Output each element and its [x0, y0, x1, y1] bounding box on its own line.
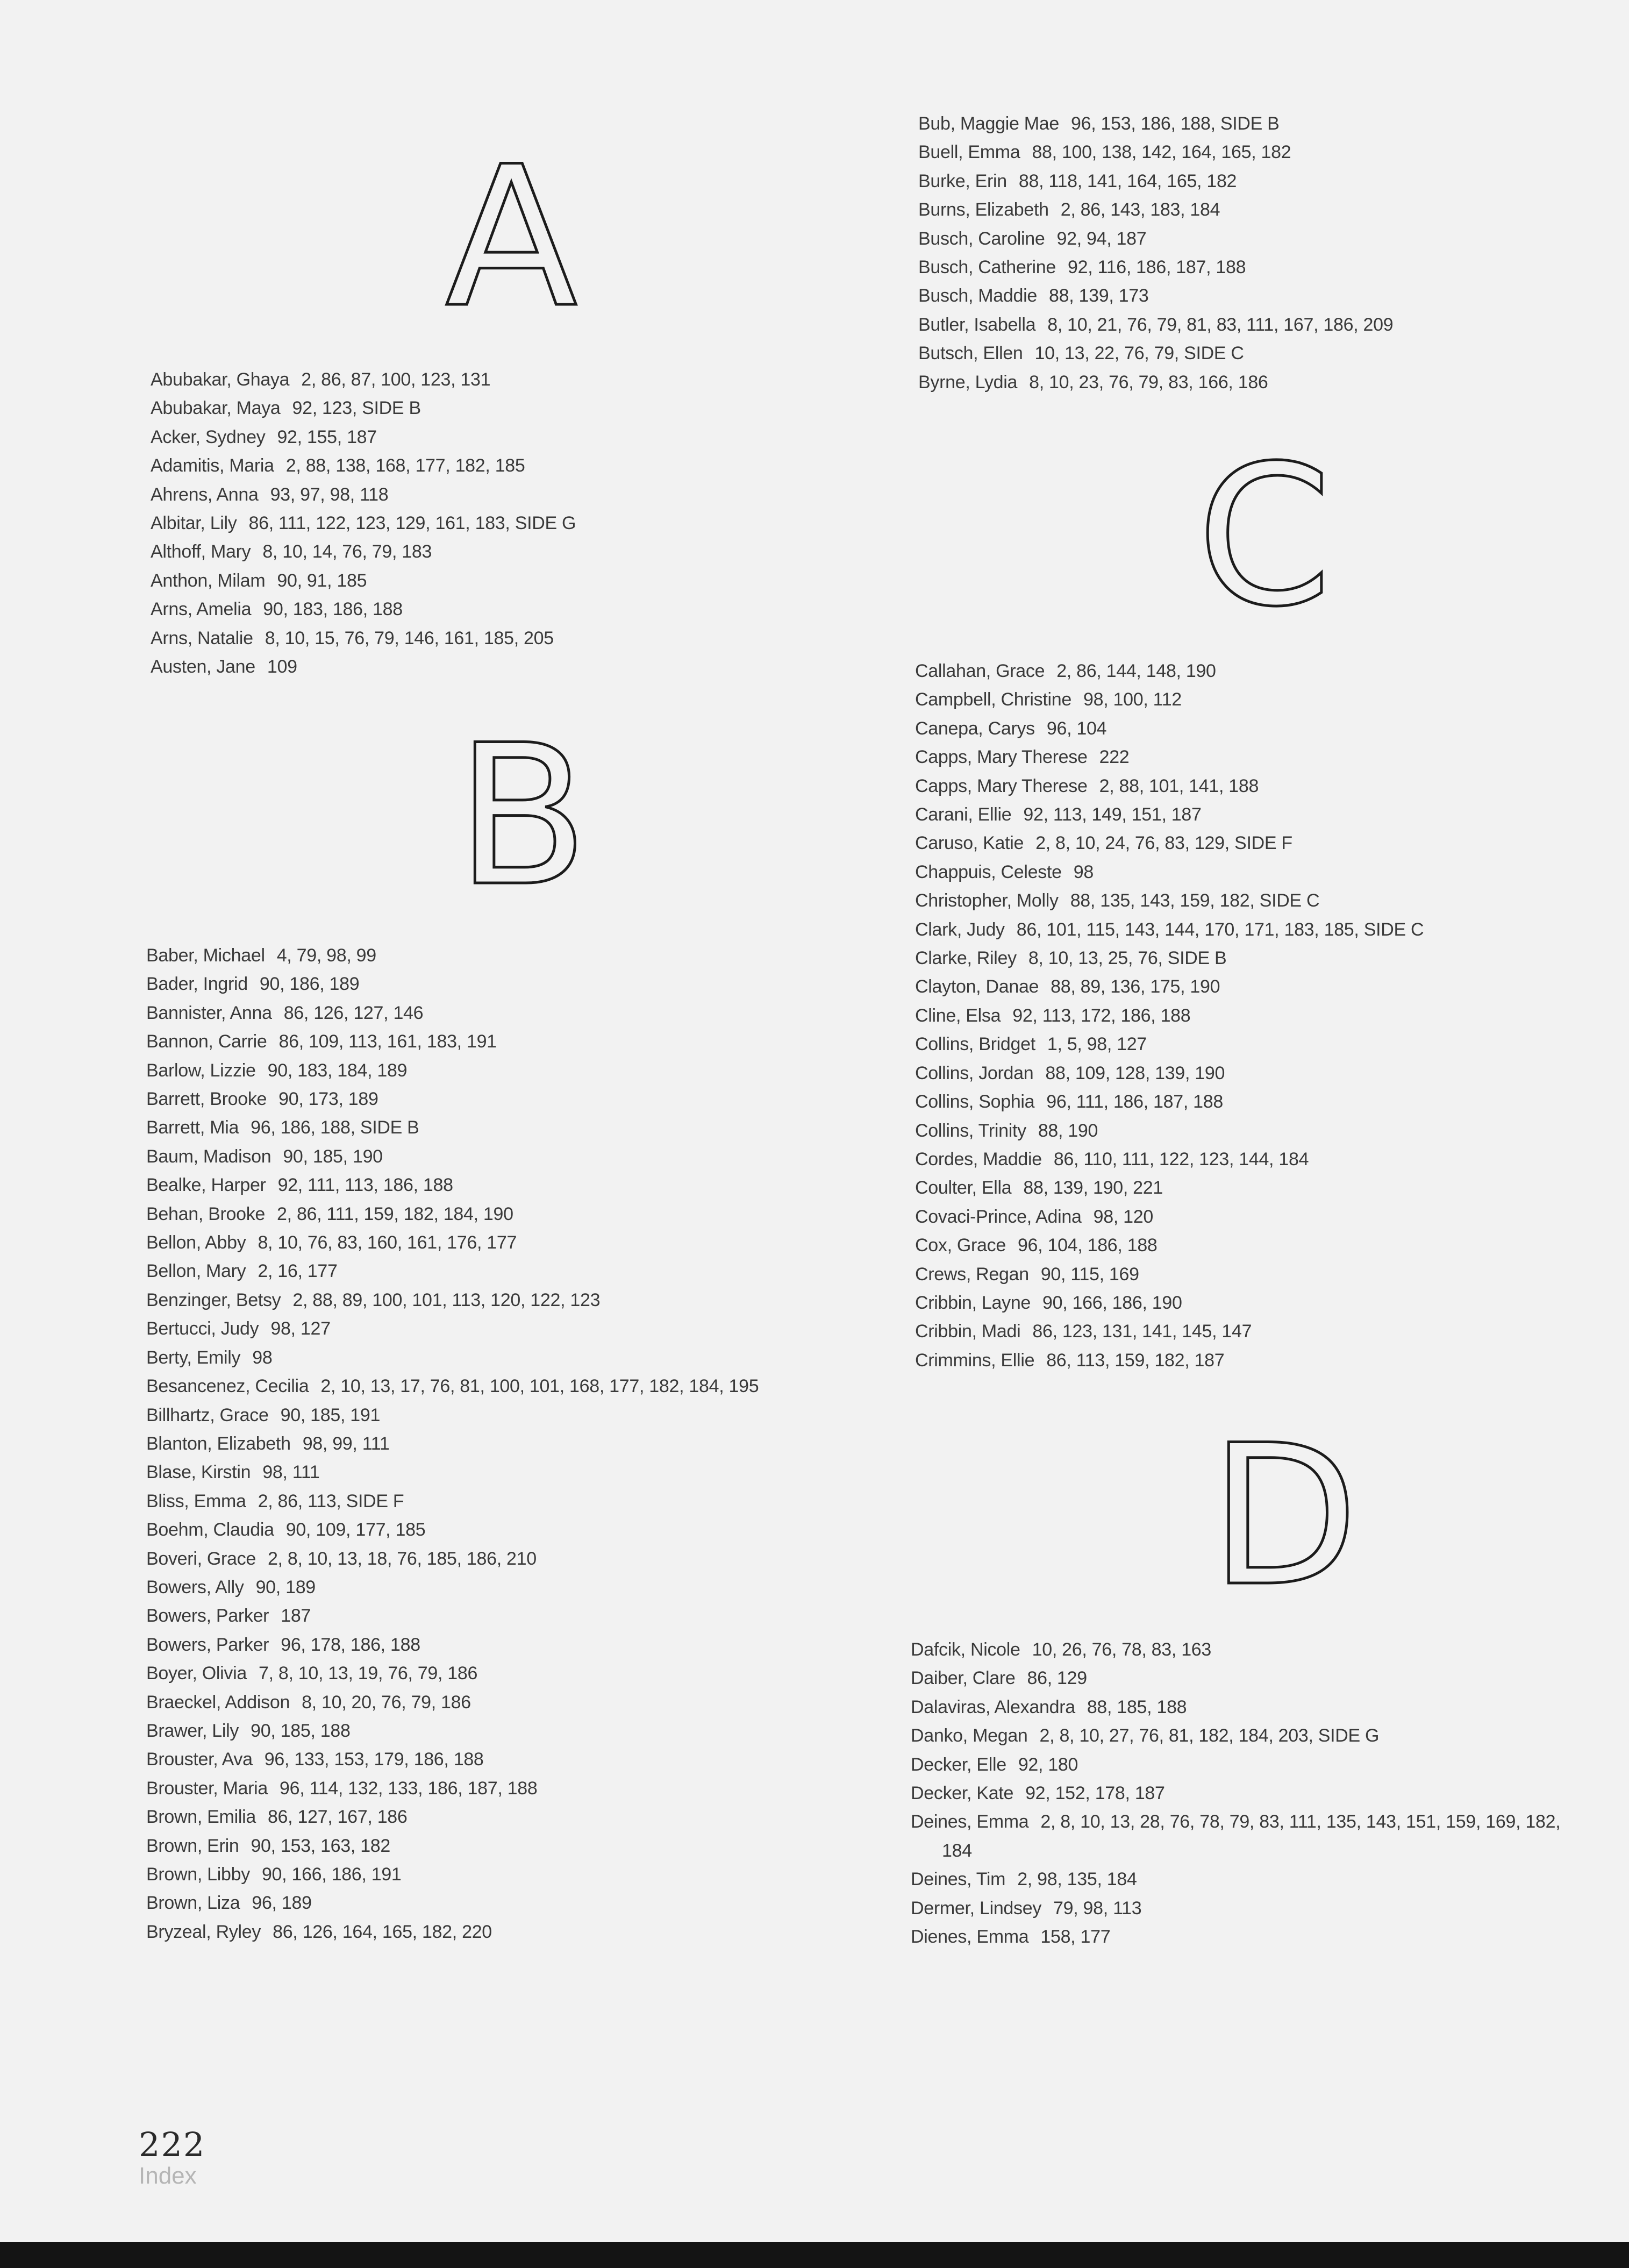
entry-name: Billhartz, Grace — [146, 1404, 269, 1425]
entry-name: Chappuis, Celeste — [915, 861, 1062, 882]
entry-name: Ahrens, Anna — [151, 484, 259, 505]
entry-pages: 90, 185, 191 — [280, 1404, 381, 1425]
entry-pages: 88, 118, 141, 164, 165, 182 — [1018, 170, 1237, 191]
entry-name: Collins, Jordan — [915, 1062, 1034, 1083]
entry-name: Dienes, Emma — [911, 1927, 1029, 1948]
entry-name: Barrett, Mia — [146, 1117, 239, 1138]
entry-name: Decker, Kate — [911, 1783, 1014, 1804]
index-entry — [911, 1636, 1560, 1664]
index-entry — [915, 801, 1424, 829]
entry-name: Braeckel, Addison — [146, 1692, 290, 1713]
entry-name: Coulter, Ella — [915, 1178, 1012, 1199]
entry-name: Deines, Emma — [911, 1811, 1029, 1832]
letter-a-glyph: A — [445, 125, 578, 350]
entry-pages: 96, 133, 153, 179, 186, 188 — [264, 1749, 484, 1770]
index-entry — [918, 138, 1393, 167]
entry-name: Butler, Isabella — [918, 314, 1036, 335]
entry-name: Brouster, Ava — [146, 1749, 253, 1770]
index-entry — [146, 1659, 759, 1688]
entry-pages: 92, 113, 172, 186, 188 — [1012, 1005, 1191, 1026]
index-list-c — [915, 657, 1424, 1375]
entry-name: Abubakar, Ghaya — [151, 369, 290, 390]
entry-name: Callahan, Grace — [915, 661, 1045, 681]
entry-pages: 187 — [281, 1606, 311, 1627]
entry-name: Christopher, Molly — [915, 890, 1059, 911]
index-entry — [915, 657, 1424, 686]
entry-name: Brown, Libby — [146, 1864, 250, 1885]
entry-pages: 2, 8, 10, 13, 28, 76, 78, 79, 83, 111, 135, 143, 151, 159, 169, 182, — [1040, 1811, 1561, 1832]
entry-pages: 158, 177 — [1040, 1927, 1111, 1948]
entry-name: Bellon, Mary — [146, 1261, 246, 1282]
entry-name: Capps, Mary Therese — [915, 747, 1088, 768]
entry-pages: 90, 153, 163, 182 — [251, 1835, 391, 1856]
entry-name: Adamitis, Maria — [151, 455, 274, 476]
entry-name: Busch, Caroline — [918, 228, 1045, 249]
entry-name: Bellon, Abby — [146, 1232, 246, 1253]
entry-pages: 8, 10, 76, 83, 160, 161, 176, 177 — [258, 1232, 517, 1253]
entry-name: Clarke, Riley — [915, 948, 1017, 969]
entry-name: Covaci-Prince, Adina — [915, 1206, 1082, 1227]
index-entry — [918, 110, 1393, 138]
entry-pages: 2, 8, 10, 24, 76, 83, 129, SIDE F — [1035, 833, 1292, 854]
entry-pages: 2, 8, 10, 13, 18, 76, 185, 186, 210 — [267, 1548, 537, 1569]
entry-name: Boehm, Claudia — [146, 1520, 274, 1540]
entry-name: Bertucci, Judy — [146, 1318, 259, 1339]
entry-pages: 90, 166, 186, 190 — [1042, 1292, 1182, 1313]
index-entry — [146, 1315, 759, 1343]
entry-name: Barrett, Brooke — [146, 1089, 267, 1110]
entry-pages: 96, 104, 186, 188 — [1017, 1235, 1158, 1256]
entry-pages: 10, 13, 22, 76, 79, SIDE C — [1034, 343, 1244, 364]
index-list-a — [151, 366, 576, 681]
entry-pages: 92, 155, 187 — [277, 426, 377, 447]
index-entry — [151, 452, 576, 480]
entry-pages: 86, 101, 115, 143, 144, 170, 171, 183, 185, SIDE C — [1016, 919, 1424, 940]
entry-name: Besancenez, Cecilia — [146, 1376, 309, 1397]
scan-bottom-edge — [0, 2242, 1629, 2268]
entry-name: Blanton, Elizabeth — [146, 1433, 291, 1454]
entry-pages: 98, 99, 111 — [302, 1433, 390, 1454]
entry-name: Cribbin, Madi — [915, 1321, 1021, 1342]
index-entry — [146, 1057, 759, 1085]
entry-name: Cox, Grace — [915, 1235, 1006, 1256]
index-entry — [918, 167, 1393, 196]
entry-name: Bader, Ingrid — [146, 974, 248, 995]
letter-d-glyph: D — [1210, 1403, 1359, 1629]
entry-name: Cribbin, Layne — [915, 1292, 1031, 1313]
entry-pages: 88, 190 — [1038, 1120, 1098, 1141]
index-entry — [146, 1171, 759, 1200]
index-entry — [915, 743, 1424, 772]
index-entry — [146, 1803, 759, 1831]
index-entry — [915, 973, 1424, 1001]
index-entry — [915, 715, 1424, 743]
entry-pages: 2, 88, 101, 141, 188 — [1099, 775, 1259, 796]
entry-pages: 10, 26, 76, 78, 83, 163 — [1032, 1639, 1212, 1660]
entry-name: Barlow, Lizzie — [146, 1060, 256, 1081]
entry-pages: 2, 16, 177 — [258, 1261, 338, 1282]
index-entry — [146, 1545, 759, 1573]
index-list-d — [911, 1636, 1560, 1951]
index-entry — [918, 253, 1393, 282]
entry-name: Crimmins, Ellie — [915, 1350, 1035, 1371]
index-entry — [146, 1229, 759, 1257]
entry-name: Decker, Elle — [911, 1754, 1006, 1775]
entry-pages: 222 — [1099, 747, 1130, 768]
entry-pages: 88, 135, 143, 159, 182, SIDE C — [1070, 890, 1320, 911]
entry-name: Burke, Erin — [918, 170, 1007, 191]
index-list-b — [146, 942, 759, 1946]
page-number: 222 — [139, 2125, 206, 2164]
index-entry — [151, 538, 576, 566]
entry-name: Daiber, Clare — [911, 1668, 1016, 1689]
entry-name: Capps, Mary Therese — [915, 775, 1088, 796]
entry-name: Deines, Tim — [911, 1869, 1006, 1890]
entry-pages: 2, 88, 89, 100, 101, 113, 120, 122, 123 — [292, 1289, 601, 1310]
entry-pages: 96, 178, 186, 188 — [281, 1634, 420, 1655]
entry-pages: 2, 88, 138, 168, 177, 182, 185 — [285, 455, 525, 476]
entry-pages: 98, 111 — [262, 1462, 320, 1483]
entry-pages: 96, 189 — [252, 1893, 312, 1914]
index-entry — [146, 1774, 759, 1803]
entry-pages: 90, 115, 169 — [1040, 1264, 1139, 1285]
entry-pages: 8, 10, 13, 25, 76, SIDE B — [1028, 948, 1227, 969]
index-entry — [146, 1516, 759, 1544]
entry-pages: 8, 10, 23, 76, 79, 83, 166, 186 — [1029, 372, 1268, 393]
entry-name: Cordes, Maddie — [915, 1149, 1042, 1169]
entry-name: Benzinger, Betsy — [146, 1289, 281, 1310]
entry-pages: 88, 139, 173 — [1049, 286, 1149, 306]
index-entry — [918, 368, 1393, 397]
entry-pages: 90, 189 — [255, 1577, 316, 1597]
index-entry — [911, 1693, 1560, 1722]
entry-pages: 8, 10, 15, 76, 79, 146, 161, 185, 205 — [265, 627, 554, 648]
index-entry — [915, 1117, 1424, 1145]
entry-pages: 2, 86, 143, 183, 184 — [1060, 199, 1220, 220]
entry-pages: 2, 8, 10, 27, 76, 81, 182, 184, 203, SIDE G — [1039, 1725, 1380, 1746]
index-entry — [915, 1088, 1424, 1116]
entry-name: Dalaviras, Alexandra — [911, 1696, 1075, 1717]
entry-name: Dermer, Lindsey — [911, 1898, 1042, 1918]
index-entry — [146, 1085, 759, 1114]
index-entry — [146, 1114, 759, 1142]
entry-pages: 92, 180 — [1018, 1754, 1078, 1775]
entry-pages: 96, 153, 186, 188, SIDE B — [1071, 113, 1280, 134]
index-entry — [146, 1401, 759, 1430]
entry-name: Bub, Maggie Mae — [918, 113, 1059, 134]
entry-pages: 8, 10, 20, 76, 79, 186 — [302, 1692, 471, 1713]
entry-name: Canepa, Carys — [915, 718, 1035, 739]
entry-pages: 96, 104 — [1046, 718, 1107, 739]
entry-pages: 90, 91, 185 — [277, 570, 367, 591]
section-letter-d — [1210, 1403, 1359, 1629]
entry-name: Bannon, Carrie — [146, 1031, 267, 1052]
entry-name: Behan, Brooke — [146, 1203, 266, 1224]
entry-name: Byrne, Lydia — [918, 372, 1018, 393]
index-entry — [146, 1918, 759, 1946]
entry-name: Arns, Natalie — [151, 627, 253, 648]
index-entry — [146, 1458, 759, 1487]
entry-name: Brown, Liza — [146, 1893, 240, 1914]
entry-pages: 96, 186, 188, SIDE B — [251, 1117, 419, 1138]
entry-pages: 98 — [1073, 861, 1094, 882]
index-entry — [146, 1745, 759, 1774]
index-entry — [915, 1289, 1424, 1317]
index-entry — [915, 1059, 1424, 1088]
index-entry — [146, 1717, 759, 1745]
entry-pages: 92, 116, 186, 187, 188 — [1068, 257, 1246, 278]
index-entry — [918, 339, 1393, 368]
entry-name: Collins, Trinity — [915, 1120, 1026, 1141]
entry-pages: 90, 185, 190 — [283, 1146, 383, 1167]
entry-pages: 88, 109, 128, 139, 190 — [1045, 1062, 1225, 1083]
index-entry — [915, 1145, 1424, 1174]
entry-pages: 2, 86, 113, SIDE F — [258, 1490, 404, 1511]
entry-name: Austen, Jane — [151, 657, 255, 677]
entry-pages: 96, 114, 132, 133, 186, 187, 188 — [280, 1778, 538, 1799]
entry-pages: 2, 86, 111, 159, 182, 184, 190 — [277, 1203, 513, 1224]
entry-name: Caruso, Katie — [915, 833, 1024, 854]
index-entry — [146, 1573, 759, 1602]
index-entry — [146, 1860, 759, 1889]
index-entry — [915, 1203, 1424, 1231]
index-entry — [151, 624, 576, 653]
entry-name: Althoff, Mary — [151, 541, 251, 562]
entry-pages: 86, 111, 122, 123, 129, 161, 183, SIDE G — [248, 513, 576, 534]
entry-pages: 88, 89, 136, 175, 190 — [1051, 976, 1220, 997]
entry-pages: 1, 5, 98, 127 — [1047, 1034, 1147, 1055]
entry-pages: 2, 98, 135, 184 — [1017, 1869, 1137, 1890]
index-entry — [915, 1174, 1424, 1202]
entry-pages: 98 — [252, 1347, 273, 1368]
index-entry — [146, 1257, 759, 1286]
index-entry — [146, 970, 759, 999]
index-entry — [151, 394, 576, 423]
letter-b-glyph: B — [456, 703, 589, 929]
index-entry — [915, 1346, 1424, 1375]
entry-name: Clayton, Danae — [915, 976, 1039, 997]
index-entry — [915, 1317, 1424, 1346]
entry-name: Crews, Regan — [915, 1264, 1029, 1285]
entry-name: Campbell, Christine — [915, 689, 1071, 710]
index-entry — [146, 1487, 759, 1516]
entry-name: Bowers, Parker — [146, 1634, 269, 1655]
entry-name: Bliss, Emma — [146, 1490, 246, 1511]
index-entry — [918, 282, 1393, 310]
entry-name: Bryzeal, Ryley — [146, 1921, 261, 1942]
entry-name: Baber, Michael — [146, 945, 265, 966]
entry-name: Bannister, Anna — [146, 1002, 272, 1023]
index-entry — [151, 595, 576, 624]
entry-name: Boveri, Grace — [146, 1548, 256, 1569]
index-entry — [146, 1631, 759, 1659]
index-entry — [151, 653, 576, 681]
index-entry — [915, 1030, 1424, 1059]
entry-pages: 90, 186, 189 — [259, 974, 360, 995]
entry-pages: 88, 185, 188 — [1087, 1696, 1187, 1717]
index-entry — [911, 1664, 1560, 1693]
index-entry — [146, 1200, 759, 1229]
entry-name: Arns, Amelia — [151, 599, 252, 620]
entry-name: Dafcik, Nicole — [911, 1639, 1020, 1660]
index-entry — [911, 1751, 1560, 1779]
entry-name: Baum, Madison — [146, 1146, 272, 1167]
entry-pages: 86, 113, 159, 182, 187 — [1046, 1350, 1225, 1371]
index-entry — [146, 1372, 759, 1401]
entry-name: Brown, Erin — [146, 1835, 239, 1856]
entry-name: Berty, Emily — [146, 1347, 241, 1368]
index-entry — [146, 1143, 759, 1171]
entry-name: Acker, Sydney — [151, 426, 266, 447]
entry-name: Boyer, Olivia — [146, 1663, 247, 1684]
entry-name: Brown, Emilia — [146, 1807, 256, 1828]
index-entry — [146, 999, 759, 1028]
index-entry — [146, 1344, 759, 1372]
entry-pages: 8, 10, 21, 76, 79, 81, 83, 111, 167, 186, 209 — [1047, 314, 1394, 335]
entry-pages: 90, 185, 188 — [251, 1720, 351, 1741]
entry-pages: 86, 123, 131, 141, 145, 147 — [1032, 1321, 1252, 1342]
index-entry — [151, 509, 576, 538]
index-entry — [151, 481, 576, 509]
entry-name: Bealke, Harper — [146, 1175, 266, 1196]
page-label: Index — [139, 2163, 197, 2189]
index-entry — [146, 942, 759, 970]
entry-name: Carani, Ellie — [915, 804, 1012, 825]
entry-pages: 92, 94, 187 — [1056, 228, 1147, 249]
entry-pages: 96, 111, 186, 187, 188 — [1046, 1092, 1223, 1112]
index-entry — [151, 567, 576, 595]
entry-pages: 92, 113, 149, 151, 187 — [1023, 804, 1202, 825]
index-entry — [918, 225, 1393, 253]
entry-pages: 88, 100, 138, 142, 164, 165, 182 — [1032, 142, 1291, 163]
entry-name: Blase, Kirstin — [146, 1462, 251, 1483]
entry-pages: 86, 126, 164, 165, 182, 220 — [273, 1921, 492, 1942]
entry-pages: 90, 183, 186, 188 — [263, 599, 403, 620]
entry-pages: 8, 10, 14, 76, 79, 183 — [262, 541, 432, 562]
entry-pages: 90, 166, 186, 191 — [261, 1864, 402, 1885]
section-letter-c — [1197, 424, 1332, 649]
index-entry — [911, 1808, 1560, 1865]
entry-name: Collins, Sophia — [915, 1092, 1035, 1112]
index-entry — [146, 1832, 759, 1860]
entry-name: Anthon, Milam — [151, 570, 266, 591]
entry-pages-continued: 184 — [942, 1840, 972, 1861]
index-entry — [915, 1260, 1424, 1289]
entry-name: Cline, Elsa — [915, 1005, 1001, 1026]
entry-name: Danko, Megan — [911, 1725, 1028, 1746]
index-entry — [915, 944, 1424, 973]
index-entry — [915, 916, 1424, 944]
entry-pages: 93, 97, 98, 118 — [270, 484, 389, 505]
entry-pages: 88, 139, 190, 221 — [1023, 1178, 1163, 1199]
entry-name: Bowers, Ally — [146, 1577, 244, 1597]
entry-pages: 92, 152, 178, 187 — [1025, 1783, 1165, 1804]
entry-pages: 98, 120 — [1093, 1206, 1153, 1227]
index-entry — [918, 196, 1393, 224]
index-entry — [911, 1865, 1560, 1894]
entry-pages: 90, 173, 189 — [278, 1089, 378, 1110]
index-entry — [146, 1286, 759, 1315]
entry-pages: 90, 183, 184, 189 — [267, 1060, 408, 1081]
entry-pages: 86, 110, 111, 122, 123, 144, 184 — [1053, 1149, 1309, 1169]
index-entry — [146, 1688, 759, 1717]
index-entry — [915, 829, 1424, 858]
index-entry — [151, 423, 576, 452]
entry-pages: 86, 126, 127, 146 — [283, 1002, 424, 1023]
entry-pages: 109 — [267, 657, 297, 677]
index-entry — [911, 1779, 1560, 1808]
index-entry — [911, 1722, 1560, 1750]
index-entry — [146, 1602, 759, 1630]
entry-name: Brawer, Lily — [146, 1720, 239, 1741]
entry-pages: 92, 111, 113, 186, 188 — [277, 1175, 453, 1196]
index-entry — [911, 1894, 1560, 1923]
entry-name: Butsch, Ellen — [918, 343, 1023, 364]
section-letter-a — [445, 125, 578, 350]
entry-pages: 2, 10, 13, 17, 76, 81, 100, 101, 168, 177, 182, 184, 195 — [320, 1376, 759, 1397]
entry-pages: 2, 86, 87, 100, 123, 131 — [301, 369, 491, 390]
index-entry — [915, 887, 1424, 915]
index-entry — [915, 686, 1424, 714]
entry-name: Busch, Catherine — [918, 257, 1056, 278]
entry-pages: 98, 100, 112 — [1083, 689, 1182, 710]
index-entry — [151, 366, 576, 394]
entry-pages: 79, 98, 113 — [1053, 1898, 1142, 1918]
entry-pages: 86, 127, 167, 186 — [267, 1807, 408, 1828]
entry-name: Burns, Elizabeth — [918, 199, 1049, 220]
entry-pages: 7, 8, 10, 13, 19, 76, 79, 186 — [258, 1663, 478, 1684]
entry-name: Collins, Bridget — [915, 1034, 1035, 1055]
entry-name: Albitar, Lily — [151, 513, 237, 534]
index-list-b-continued — [918, 110, 1393, 397]
index-entry — [915, 1002, 1424, 1030]
entry-pages: 86, 109, 113, 161, 183, 191 — [278, 1031, 497, 1052]
entry-pages: 90, 109, 177, 185 — [285, 1520, 426, 1540]
index-entry — [146, 1889, 759, 1917]
section-letter-b — [456, 703, 589, 929]
index-entry — [146, 1430, 759, 1458]
entry-name: Abubakar, Maya — [151, 398, 281, 419]
entry-pages: 2, 86, 144, 148, 190 — [1056, 661, 1216, 681]
index-entry — [911, 1923, 1560, 1951]
index-entry — [915, 1231, 1424, 1260]
entry-pages: 98, 127 — [270, 1318, 331, 1339]
entry-pages: 92, 123, SIDE B — [292, 398, 421, 419]
entry-name: Buell, Emma — [918, 142, 1020, 163]
entry-pages: 86, 129 — [1027, 1668, 1087, 1689]
index-entry — [918, 311, 1393, 339]
index-entry — [915, 772, 1424, 801]
entry-name: Brouster, Maria — [146, 1778, 268, 1799]
entry-pages: 4, 79, 98, 99 — [276, 945, 376, 966]
index-entry — [915, 858, 1424, 887]
entry-name: Busch, Maddie — [918, 286, 1038, 306]
index-entry — [146, 1028, 759, 1056]
entry-name: Bowers, Parker — [146, 1606, 269, 1627]
entry-name: Clark, Judy — [915, 919, 1005, 940]
letter-c-glyph: C — [1197, 424, 1332, 649]
